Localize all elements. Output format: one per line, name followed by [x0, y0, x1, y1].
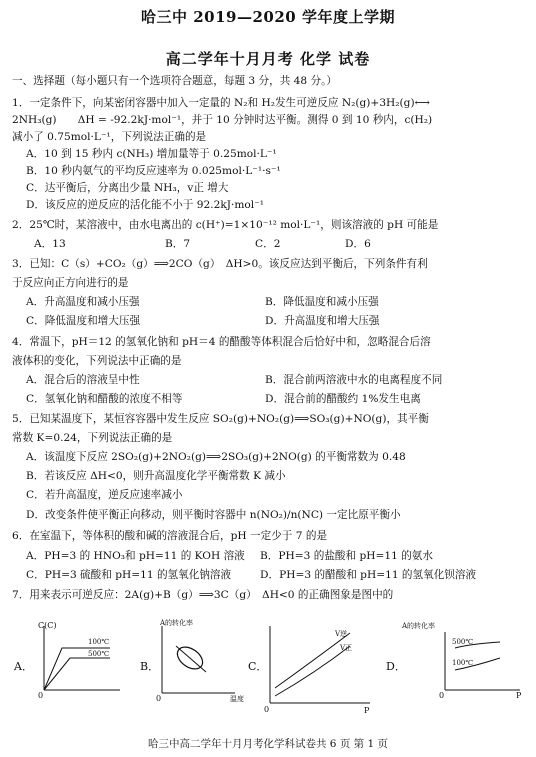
- q4-option-b: B．混合前两溶液中水的电离程度不同: [265, 374, 443, 386]
- q3-line2: 于反应向正方向进行的是: [12, 277, 129, 289]
- figure-d-curve1-label: 500℃: [452, 638, 474, 646]
- figure-c-curve2-label: V正: [340, 644, 353, 652]
- figure-c-origin: 0: [264, 705, 270, 714]
- exam-subtitle: 高二学年十月月考 化学 试卷: [165, 50, 371, 68]
- q3-option-a: A．升高温度和减小压强: [26, 296, 140, 308]
- figure-c-xlabel: P: [364, 706, 370, 715]
- figure-a-origin: 0: [38, 691, 44, 700]
- q5-option-c: C．若升高温度，逆反应速率减小: [26, 489, 183, 501]
- q5-option-a: A．该温度下反应 2SO₂(g)+2NO₂(g)⟹2SO₃(g)+2NO(g) 的平衡常数为 0.48: [26, 451, 406, 463]
- page-footer: 哈三中高二学年十月月考化学科试卷共 6 页 第 1 页: [147, 738, 389, 750]
- figure-d-curve2-label: 100℃: [452, 659, 474, 667]
- figure-d-label: D．: [386, 660, 406, 673]
- figure-d-origin: 0: [439, 691, 445, 700]
- section-heading: 一、选择题（每小题只有一个选项符合题意，每题 3 分，共 48 分。）: [12, 75, 338, 87]
- q4-option-d: D．混合前的醋酸约 1%发生电离: [265, 393, 421, 405]
- q3-line1: 3．已知：C（s）+CO₂（g）⟹2CO（g） ΔH>0。该反应达到平衡后，下列条件有利: [12, 258, 428, 270]
- figure-b-origin: 0: [156, 694, 162, 703]
- figure-c-label: C．: [248, 660, 268, 673]
- figure-a-curve-500: [44, 658, 110, 690]
- q2-option-c: C．2: [255, 238, 281, 250]
- q2-option-a: A．13: [34, 238, 66, 250]
- q6-option-d: D．PH=3 的醋酸和 pH=11 的氢氧化钡溶液: [260, 569, 477, 581]
- figure-c-curve-reverse: [275, 633, 353, 688]
- q1-line2: 2NH₃(g) ΔH = -92.2kJ·mol⁻¹，并于 10 分钟时达平衡。测得 0 到 10 秒内，c(H₂): [12, 114, 433, 126]
- q2-option-b: B．7: [165, 238, 191, 250]
- q4-line2: 液体积的变化，下列说法中正确的是: [12, 355, 182, 367]
- q1-line3: 减小了 0.75mol·L⁻¹，下列说法正确的是: [12, 131, 207, 143]
- q5-line1: 5．已知某温度下，某恒容容器中发生反应 SO₂(g)+NO₂(g)⟹SO₃(g)+NO(g)，其平衡: [12, 413, 429, 425]
- figure-a-label: A．: [14, 660, 33, 673]
- figure-c-curve-forward: [275, 644, 353, 696]
- q2-option-d: D．6: [345, 238, 371, 250]
- q1-option-d: D．该反应的逆反应的活化能不小于 92.2kJ·mol⁻¹: [26, 199, 265, 211]
- q3-option-b: B．降低温度和减小压强: [265, 296, 379, 308]
- figure-d-xlabel: P: [516, 691, 522, 700]
- figure-d-ylabel: A的转化率: [402, 622, 436, 630]
- q1-option-b: B．10 秒内氨气的平均反应速率为 0.025mol·L⁻¹·s⁻¹: [26, 165, 281, 177]
- q6-option-b: B．PH=3 的盐酸和 pH=11 的氨水: [260, 550, 433, 562]
- exam-title: 哈三中 2019—2020 学年度上学期: [141, 8, 395, 26]
- q4-option-c: C．氢氧化钠和醋酸的浓度不相等: [26, 393, 183, 405]
- q6-option-a: A．PH=3 的 HNO₃和 pH=11 的 KOH 溶液: [26, 550, 245, 562]
- figure-b-label: B．: [140, 660, 160, 673]
- q5-line2: 常数 K=0.24，下列说法正确的是: [12, 432, 173, 444]
- q6-option-c: C．PH=3 硫酸和 pH=11 的氢氧化钠溶液: [26, 569, 232, 581]
- q7-stem: 7．用来表示可逆反应：2A(g)+B（g）⟹3C（g） ΔH<0 的正确图象是图中的: [12, 589, 394, 601]
- figure-a-ylabel: C(C): [38, 621, 57, 630]
- figure-a-curve1-label: 100℃: [88, 638, 110, 646]
- q3-option-c: C．降低温度和增大压强: [26, 315, 141, 327]
- figure-a-curve2-label: 500℃: [88, 650, 110, 658]
- figure-b-xlabel: 温度: [230, 695, 244, 703]
- q1-option-a: A．10 到 15 秒内 c(NH₃) 增加量等于 0.25mol·L⁻¹: [26, 148, 277, 160]
- q1-line1: 1．一定条件下，向某密闭容器中加入一定量的 N₂和 H₂发生可逆反应 N₂(g)+3H₂(g)⟷: [12, 97, 430, 109]
- q3-option-d: D．升高温度和增大压强: [265, 315, 380, 327]
- q4-line1: 4．常温下，pH＝12 的氢氧化钠和 pH＝4 的醋酸等体积混合后恰好中和，忽略混合后溶: [12, 336, 431, 348]
- figure-b-ylabel: A的转化率: [160, 619, 194, 627]
- q6-stem: 6．在室温下，等体积的酸和碱的溶液混合后，pH 一定少于 7 的是: [12, 530, 328, 542]
- q5-option-b: B．若该反应 ΔH<0，则升高温度化学平衡常数 K 减小: [26, 470, 286, 482]
- q5-option-d: D．改变条件使平衡正向移动，则平衡时容器中 n(NO₂)/n(NC) 一定比原平衡小: [26, 509, 401, 521]
- q2-stem: 2．25℃时，某溶液中，由水电离出的 c(H⁺)=1×10⁻¹² mol·L⁻¹，则该溶液的 pH 可能是: [12, 219, 439, 231]
- q1-option-c: C．达平衡后，分离出少量 NH₃，v正 增大: [26, 182, 229, 194]
- q7-figures: [0, 618, 536, 728]
- q4-option-a: A．混合后的溶液呈中性: [26, 374, 140, 386]
- figure-c-curve1-label: V逆: [335, 630, 348, 638]
